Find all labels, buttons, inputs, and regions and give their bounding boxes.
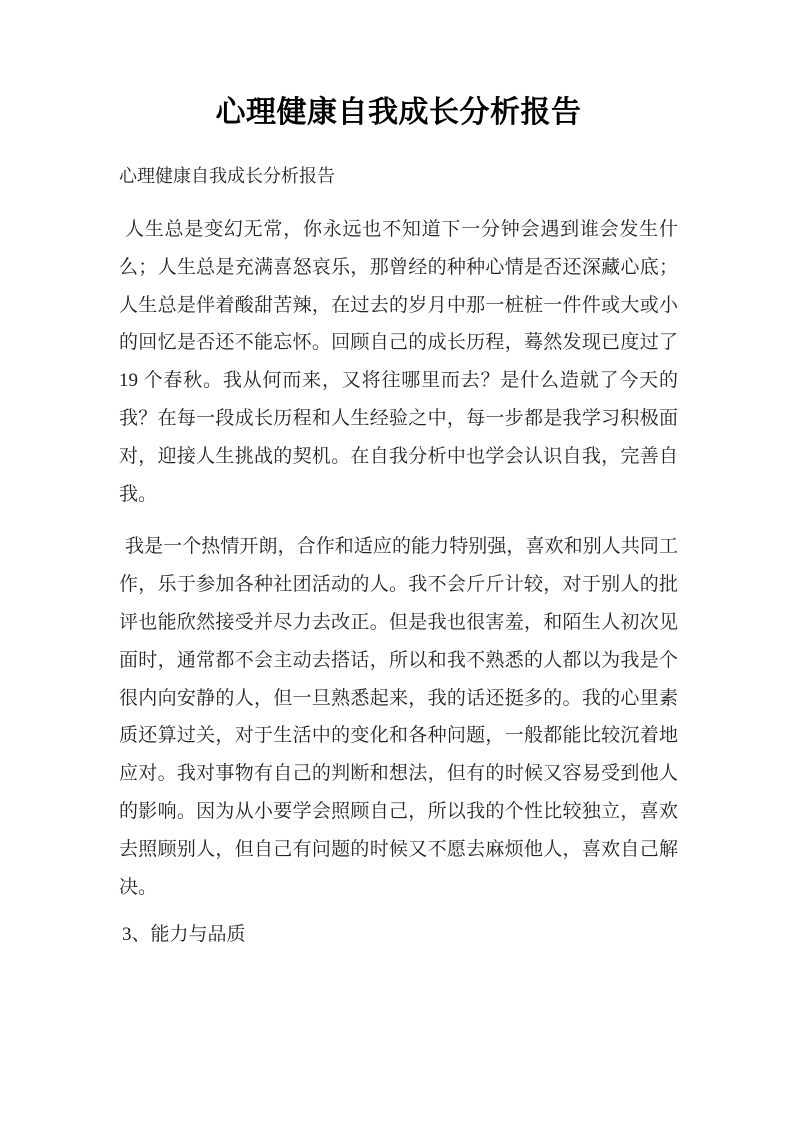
paragraph-line: 的影响。因为从小要学会照顾自己，所以我的个性比较独立，喜欢 <box>119 800 678 822</box>
paragraph-line: 我。 <box>119 483 158 505</box>
paragraph-line: 质还算过关，对于生活中的变化和各种问题，一般都能比较沉着地 <box>119 725 678 747</box>
document-title: 心理健康自我成长分析报告 <box>215 96 582 129</box>
paragraph-line: 我是一个热情开朗，合作和适应的能力特别强，喜欢和别人共同工 <box>125 536 678 558</box>
paragraph-line: 评也能欣然接受并尽力去改正。但是我也很害羞，和陌生人初次见 <box>119 611 678 633</box>
paragraph-life-reflection <box>119 211 678 513</box>
document-subtitle: 心理健康自我成长分析报告 <box>119 166 335 186</box>
paragraph-line: 应对。我对事物有自己的判断和想法，但有的时候又容易受到他人 <box>119 763 678 785</box>
paragraph-line: 对，迎接人生挑战的契机。在自我分析中也学会认识自我，完善自 <box>119 445 678 467</box>
paragraph-line: 19 个春秋。我从何而来，又将往哪里而去？是什么造就了今天的 <box>119 370 678 392</box>
paragraph-line: 人生总是伴着酸甜苦辣，在过去的岁月中那一桩桩一件件或大或小 <box>119 294 678 316</box>
paragraph-self-description <box>119 528 678 906</box>
paragraph-line: 么；人生总是充满喜怒哀乐，那曾经的种种心情是否还深藏心底； <box>119 256 678 278</box>
paragraph-line: 决。 <box>119 876 158 898</box>
paragraph-line: 面时，通常都不会主动去搭话，所以和我不熟悉的人都以为我是个 <box>119 649 678 671</box>
section-heading-ability-quality: 3、能力与品质 <box>122 924 246 946</box>
paragraph-line: 我？在每一段成长历程和人生经验之中，每一步都是我学习积极面 <box>119 407 678 429</box>
paragraph-line: 作，乐于参加各种社团活动的人。我不会斤斤计较，对于别人的批 <box>119 574 678 596</box>
paragraph-line: 很内向安静的人，但一旦熟悉起来，我的话还挺多的。我的心里素 <box>119 687 678 709</box>
paragraph-line: 的回忆是否还不能忘怀。回顾自己的成长历程，蓦然发现已度过了 <box>119 332 678 354</box>
paragraph-line: 去照顾别人，但自己有问题的时候又不愿去麻烦他人，喜欢自己解 <box>119 838 678 860</box>
paragraph-line: 人生总是变幻无常，你永远也不知道下一分钟会遇到谁会发生什 <box>125 219 678 240</box>
